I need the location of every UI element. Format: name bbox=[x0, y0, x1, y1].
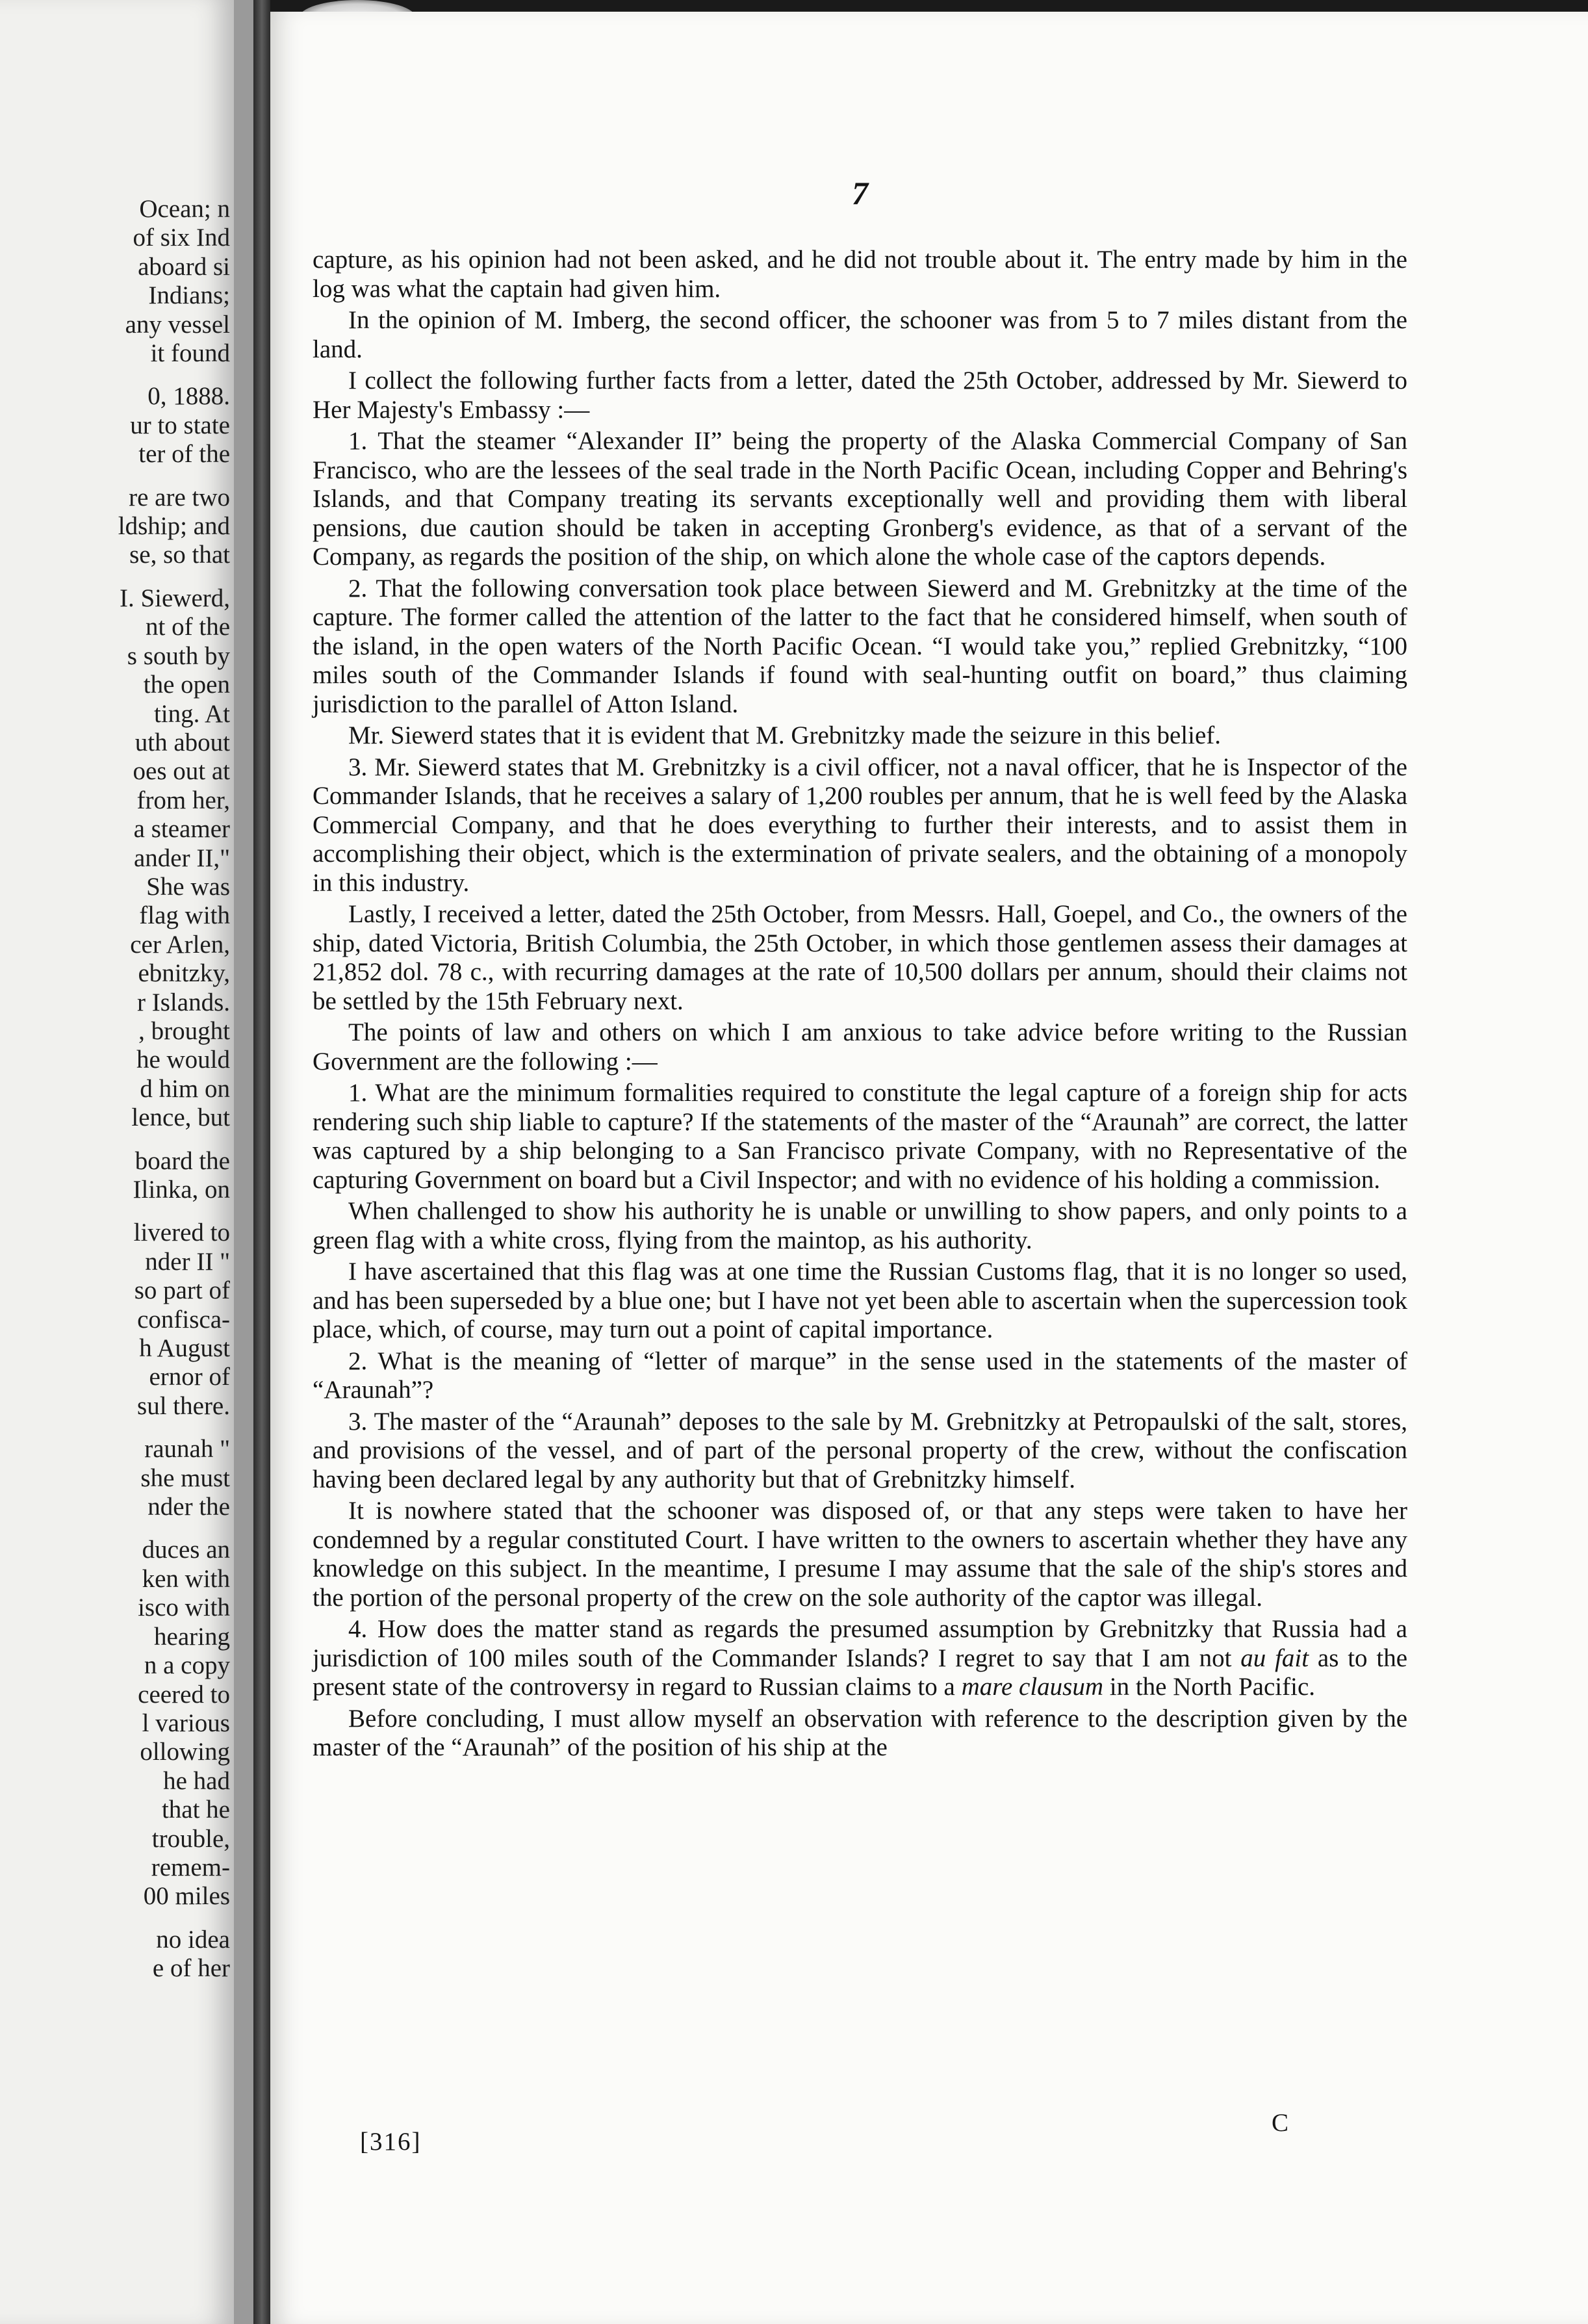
left-fragment-line: 0, 1888. bbox=[147, 382, 230, 411]
paragraph-17: Before concluding, I must allow myself an observation with reference to the description given by the master of the “Araunah” of the position of his ship at the bbox=[313, 1704, 1407, 1761]
left-page-text bbox=[9, 195, 230, 1983]
left-fragment-line: nt of the bbox=[146, 613, 230, 641]
left-fragment-line: confisca- bbox=[137, 1305, 230, 1334]
paragraph-5: 2. That the following conversation took place between Siewerd and M. Grebnitzky at the time of the capture. The former called the attention of the latter to the fact that he considered himself, when south of the island, in the open waters of the North Pacific Ocean. “I would take you,” replied Grebnitzky, “100 miles south of the Commander Islands if found with seal-hunting outfit on board,” thus claiming jurisdiction to the parallel of Atton Island. bbox=[313, 574, 1407, 718]
left-fragment-line: Ocean; n bbox=[139, 195, 230, 223]
book-spine bbox=[253, 0, 270, 2324]
left-fragment-line: she must bbox=[140, 1464, 230, 1492]
left-fragment-line: ter of the bbox=[138, 440, 230, 469]
left-fragment-line: re are two bbox=[129, 483, 230, 511]
left-fragment-line: h August bbox=[139, 1334, 230, 1363]
paragraph-7: 3. Mr. Siewerd states that M. Grebnitzky is a civil officer, not a naval officer, that he is Inspector of the Commander Islands, that he receives a salary of 1,200 roubles per annum, that he is well feed by the Alaska Commercial Company, and that he does everything to further their interests, and to assist them in accomplishing their object, which is the extermination of private sealers, and the obtaining of a monopoly in this industry. bbox=[313, 753, 1407, 897]
paragraph-10: 1. What are the minimum formalities required to constitute the legal capture of a foreign ship for acts rendering such ship liable to capture? If the statements of the master of the “Araunah” are correct, the latter was captured by a ship belonging to a San Francisco private Company, with no Representative of the capturing Government on board but a Civil Inspector; and with no evidence of his holding a commission. bbox=[313, 1079, 1407, 1194]
left-fragment-line: so part of bbox=[134, 1276, 230, 1305]
left-fragment-line: remem- bbox=[151, 1853, 230, 1881]
left-fragment-line: ting. At bbox=[153, 699, 230, 728]
left-fragment-line: of six Ind bbox=[133, 224, 230, 252]
paragraph-3: I collect the following further facts from a letter, dated the 25th October, addressed by Mr. Siewerd to Her Majesty's Embassy :— bbox=[313, 367, 1407, 424]
paragraph-15: It is nowhere stated that the schooner was disposed of, or that any steps were taken to have her condemned by a regular constituted Court. I have written to the owners to ascertain whether they have any knowledge on this subject. In the meantime, I presume I may assume that the sale of the ship's stores and the portion of the personal property of the crew on the sole authority of the captor was illegal. bbox=[313, 1497, 1407, 1612]
left-fragment-line: cer Arlen, bbox=[130, 930, 230, 959]
paragraph-13: 2. What is the meaning of “letter of marque” in the sense used in the statements of the master of “Araunah”? bbox=[313, 1347, 1407, 1404]
left-fragment-line bbox=[9, 469, 230, 484]
page-number: 7 bbox=[852, 175, 868, 211]
left-fragment-line: raunah " bbox=[144, 1435, 230, 1464]
paragraph-2: In the opinion of M. Imberg, the second officer, the schooner was from 5 to 7 miles distant from the land. bbox=[313, 306, 1407, 363]
document-page bbox=[270, 12, 1588, 2324]
left-fragment-line: lence, but bbox=[131, 1104, 230, 1132]
left-fragment-line: no idea bbox=[156, 1925, 230, 1954]
left-fragment-line: aboard si bbox=[138, 252, 230, 281]
signature-mark: C bbox=[1272, 2109, 1289, 2137]
left-fragment-line bbox=[9, 1911, 230, 1926]
left-fragment-line: ken with bbox=[142, 1564, 230, 1593]
left-fragment-line: nder II " bbox=[145, 1247, 230, 1276]
left-fragment-line: sul there. bbox=[137, 1391, 230, 1420]
left-fragment-line: it found bbox=[150, 339, 230, 368]
paragraph-16-part-b: as to the present state of the controversy in regard to Russian claims to a bbox=[313, 1644, 1407, 1701]
left-fragment-line bbox=[9, 1204, 230, 1219]
paragraph-16-part-a: 4. How does the matter stand as regards the presumed assumption by Grebnitzky that Russia had a jurisdiction of 100 miles south of the Commander Islands? I regret to say that I am not bbox=[313, 1615, 1407, 1672]
left-fragment-line: Indians; bbox=[148, 281, 230, 310]
left-fragment-line: ldship; and bbox=[118, 512, 230, 541]
left-fragment-line: e of her bbox=[152, 1954, 230, 1983]
paragraph-12: I have ascertained that this flag was at one time the Russian Customs flag, that it is no longer so used, and has been superseded by a blue one; but I have not yet been able to ascertain when the supercession took place, which, of course, may turn out a point of capital importance. bbox=[313, 1258, 1407, 1343]
left-fragment-line: he had bbox=[163, 1766, 230, 1795]
left-fragment-line: Ilinka, on bbox=[133, 1176, 230, 1204]
left-fragment-line bbox=[9, 1133, 230, 1147]
left-fragment-line: d him on bbox=[140, 1074, 230, 1103]
left-fragment-line: se, so that bbox=[129, 541, 230, 569]
left-fragment-line: nder the bbox=[147, 1493, 230, 1521]
left-fragment-line: flag with bbox=[139, 901, 230, 930]
left-fragment-line: n a copy bbox=[144, 1651, 230, 1680]
body-text bbox=[313, 246, 1407, 1765]
left-fragment-line bbox=[9, 1421, 230, 1435]
paragraph-16-part-c: in the North Pacific. bbox=[1103, 1673, 1316, 1701]
left-fragment-line: She was bbox=[146, 872, 230, 901]
left-fragment-line bbox=[9, 368, 230, 382]
left-fragment-line: , brought bbox=[138, 1016, 230, 1045]
left-fragment-line: oes out at bbox=[133, 757, 230, 786]
left-page-fragment bbox=[0, 0, 253, 2324]
left-fragment-line: hearing bbox=[154, 1622, 230, 1651]
printer-signature: [316] bbox=[360, 2128, 422, 2156]
left-fragment-line: a steamer bbox=[133, 815, 230, 844]
left-fragment-line: r Islands. bbox=[137, 988, 230, 1016]
left-fragment-line: I. Siewerd, bbox=[119, 584, 230, 612]
left-fragment-line: uth about bbox=[134, 728, 230, 756]
left-fragment-line: any vessel bbox=[125, 310, 230, 339]
paragraph-16-italic-mare-clausum: mare clausum bbox=[961, 1673, 1104, 1701]
left-fragment-line: board the bbox=[134, 1146, 230, 1175]
left-fragment-line: ur to state bbox=[130, 411, 230, 439]
left-fragment-line: from her, bbox=[136, 786, 230, 814]
left-fragment-line: ollowing bbox=[140, 1738, 230, 1766]
left-fragment-line: ander II," bbox=[133, 844, 230, 872]
paragraph-4: 1. That the steamer “Alexander II” being the property of the Alaska Commercial Company of San Francisco, who are the lessees of the seal trade in the North Pacific Ocean, including Copper and Behring's Islands, and that Company treating its servants exceptionally well and providing them with liberal pensions, due caution should be taken in accepting Gronberg's evidence, as that of a servant of the Company, as regards the position of the ship, on which alone the whole case of the captors depends. bbox=[313, 427, 1407, 571]
paragraph-16 bbox=[313, 1615, 1407, 1702]
left-fragment-line: s south by bbox=[127, 641, 230, 670]
left-fragment-line: trouble, bbox=[151, 1824, 230, 1853]
paragraph-14: 3. The master of the “Araunah” deposes to the sale by M. Grebnitzky at Petropaulski of the salt, stores, and provisions of the vessel, and of part of the personal property of the crew, without the confiscation having been declared legal by any authority but that of Grebnitzky himself. bbox=[313, 1407, 1407, 1493]
paragraph-16-italic-au-fait: au fait bbox=[1240, 1644, 1309, 1672]
left-fragment-line: that he bbox=[161, 1796, 230, 1824]
left-fragment-line: 00 miles bbox=[143, 1882, 230, 1911]
left-fragment-line: ebnitzky, bbox=[138, 959, 230, 988]
left-fragment-line: l various bbox=[142, 1709, 230, 1737]
paragraph-11: When challenged to show his authority he is unable or unwilling to show papers, and only points to a green flag with a white cross, flying from the maintop, as his authority. bbox=[313, 1197, 1407, 1254]
paragraph-8: Lastly, I received a letter, dated the 25th October, from Messrs. Hall, Goepel, and Co., the owners of the ship, dated Victoria, British Columbia, the 25th October, in which those gentlemen assess their damages at 21,852 dol. 78 c., with recurring damages at the rate of 10,500 dollars per annum, should their claims not be settled by the 15th February next. bbox=[313, 900, 1407, 1015]
paragraph-9: The points of law and others on which I am anxious to take advice before writing to the Russian Government are the following :— bbox=[313, 1018, 1407, 1076]
left-fragment-line bbox=[9, 570, 230, 584]
left-fragment-line: livered to bbox=[133, 1219, 230, 1247]
left-fragment-line: he would bbox=[136, 1046, 230, 1074]
left-fragment-line: the open bbox=[143, 671, 230, 699]
left-fragment-line: ceered to bbox=[138, 1680, 230, 1709]
paragraph-6: Mr. Siewerd states that it is evident that M. Grebnitzky made the seizure in this belief. bbox=[348, 721, 1222, 749]
left-fragment-line: ernor of bbox=[149, 1363, 230, 1391]
paragraph-1: capture, as his opinion had not been asked, and he did not trouble about it. The entry made by him in the log was what the captain had given him. bbox=[313, 246, 1407, 303]
left-fragment-line bbox=[9, 1521, 230, 1536]
left-fragment-line: isco with bbox=[138, 1594, 230, 1622]
left-fragment-line: duces an bbox=[142, 1536, 230, 1564]
